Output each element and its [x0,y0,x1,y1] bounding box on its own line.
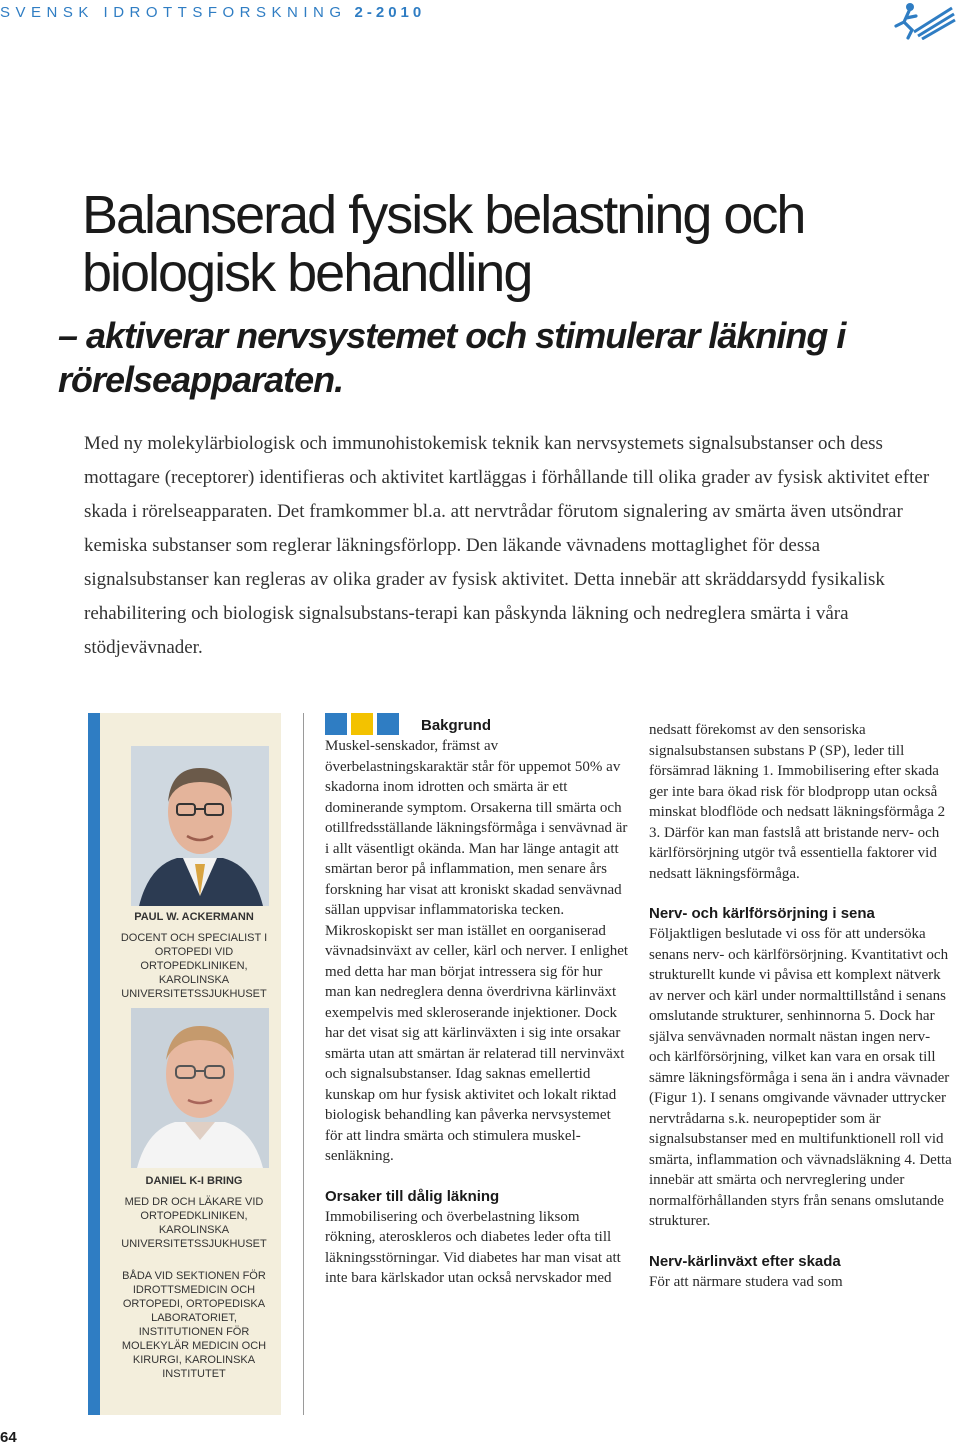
section-heading-nerv: Nerv- och kärlförsörjning i sena [649,905,875,922]
section-text-karlinvaxt: För att närmare studera vad som [649,1273,843,1290]
article-lead: Med ny molekylärbiologisk och immunohistokemisk teknik kan nervsystemets signalsubstanser och dess mottagare (receptorer) identifieras och aktivitet kartläggas i förhållande till olika grader av fysisk aktivitet efter skada i rörelseapparaten. Det framkommer bl.a. att nervtrådar förutom signalering av smärta även utsöndrar kemiska substanser som reglerar läkningsförlopp. Den läkande vävnadens mottaglighet för dessa signalsubstanser kan regleras av olika grader av fysisk aktivitet. Detta innebär att skräddarsydd fysikalisk rehabilitering och biologisk signalsubstans-terapi kan påskynda läkning och nedreglera smärta i våra stödjevävnader. [84,433,930,658]
article-subtitle: – aktiverar nervsystemet och stimulerar läkning i rörelseapparaten. [58,315,846,400]
runner-logo-icon [892,0,956,40]
author-role: MED DR OCH LÄKARE VID ORTOPEDKLINIKEN, KAROLINSKA UNIVERSITETSSJUKHUSET [121,1196,267,1250]
section-heading-karlinvaxt: Nerv-kärlinväxt efter skada [649,1252,841,1270]
section-text-nerv: Följaktligen beslutade vi oss för att undersöka senans nerv- och kärlförsörjning. Kvantitativt och strukturellt kunde vi påvisa ett komplext nätverk av nerver och kärl under normalttillstånd i senans omslutande strukturer, senhinnorna 5. Dock har själva senvävnaden normalt nästan ingen nerv- och kärlförsörjning, vilket kan vara en orsak till sämre läkningsförmåga i sena än i andra vävnader (Figur 1). I senans omgivande vävnader uttrycker nervtrådarna s.k. neuropeptider som är signalsubstanser med en multifunktionell roll vid smärta, inflammation och vävnadsläkning 4. Detta innebär att smärta och nervreglering under normalförhållanden styrs från senans omslutande strukturer. [649,926,952,1229]
section-heading-orsaker: Orsaker till dålig läkning [325,1187,500,1205]
affiliation-note: BÅDA VID SEKTIONEN FÖR IDROTTSMEDICIN OCH ORTOPEDI, ORTOPEDISKA LABORATORIET, INSTITUTIONEN FÖR MOLEKYLÄR MEDICIN OCH KIRURGI, KAROLINSKA INSTITUTET [121,1270,267,1380]
author-sidebar [88,713,281,1415]
author-name: PAUL W. ACKERMANN [134,911,254,923]
body-column-3 [649,720,954,1292]
journal-name: SVENSK IDROTTSFORSKNING [0,4,347,21]
body-column-2 [325,716,630,1289]
article-title: Balanserad fysisk belastning och biologisk behandling [82,185,805,303]
author-ackermann [114,910,274,1001]
author-role: DOCENT OCH SPECIALIST I ORTOPEDI VID ORTOPEDKLINIKEN, KAROLINSKA UNIVERSITETSSJUKHUSET [120,932,268,1000]
journal-issue: 2-2010 [354,4,426,21]
page-number: 64 [0,1429,17,1446]
journal-masthead [0,4,880,26]
author-photo-ackermann [131,746,269,906]
section-text-orsaker: Immobilisering och överbelastning liksom rökning, ateroskleros och diabetes leder ofta till läkningsstörningar. Vid diabetes har man visat att inte bara kärlskador utan också nervskador med [325,1208,621,1286]
author-bring [114,1174,274,1381]
author-photo-bring [131,1008,269,1168]
sidebar-stripe [88,713,100,1415]
column-divider [303,713,304,1415]
section-text-continued: nedsatt förekomst av den sensoriska signalsubstansen substans P (SP), leder till försämrad läkning 1. Immobilisering efter skada ger inte bara ökad risk för blodpropp utan också minskat blodflöde och nedsatt läkningsförmåga 2 3. Därför kan man fastslå att bristande nerv- och kärlförsörjning utgör två essentiella faktorer vid nedsatt läkningsförmåga. [649,722,946,882]
author-name: DANIEL K-I BRING [145,1175,243,1187]
section-heading-bakgrund: Bakgrund [421,717,492,734]
section-text-bakgrund: Muskel-senskador, främst av överbelastningskaraktär står för uppemot 50% av skadorna inom idrotten och smärta är ett dominerande symptom. Orsakerna till smärta och otillfredsställande läkningsförmåga i senvävnad är i allt väsentligt okända. Man har länge antagit att smärtan beror på inflammation, men senare års forskning har visat att kroniskt skadad senvävnad sällan uppvisar inflammatoriska tecken. Mikroskopiskt ser man istället en oorganiserad vävnadsinväxt av celler, kärl och nerver. I enlighet med detta har man börjat intressera sig för hur man kan nedreglera denna överdrivna kärlinväxt exempelvis med skleroserande injektioner. Dock har det visat sig att kärlinväxten i sig inte orsakar smärta utan att smärtan är relaterad till nervinväxt och signalsubstanser. Idag saknas emellertid kunskap om hur fysisk aktivitet och lokalt riktad biologisk behandling kan påverka nervsystemet för att lindra smärta och stimulera muskel-senläkning. [325,738,629,1164]
